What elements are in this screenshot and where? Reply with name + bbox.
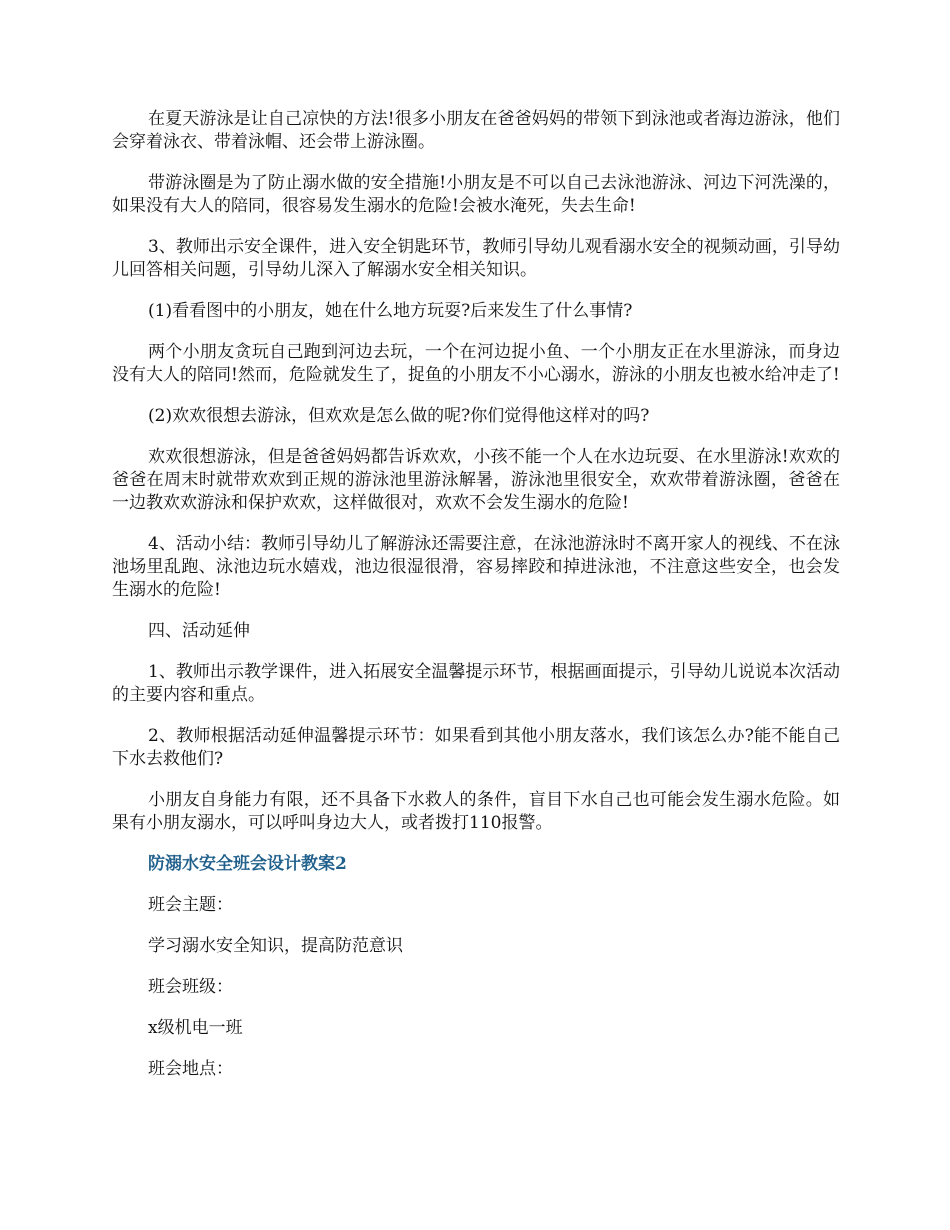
field-label: 班会地点： <box>148 1059 233 1079</box>
section-subheading: 四、活动延伸 <box>148 621 250 641</box>
paragraph: 带游泳圈是为了防止溺水做的安全措施!小朋友是不可以自己去泳池游泳、河边下河洗澡的，如果没有大人的陪同，很容易发生溺水的危险!会被水淹死，失去生命! <box>112 173 840 216</box>
paragraph: 两个小朋友贪玩自己跑到河边去玩，一个在河边捉小鱼、一个小朋友正在水里游泳，而身边没有大人的陪同!然而，危险就发生了，捉鱼的小朋友不小心溺水，游泳的小朋友也被水给冲走了! <box>112 342 840 385</box>
paragraph: 小朋友自身能力有限，还不具备下水救人的条件，盲目下水自己也可能会发生溺水危险。如果有小朋友溺水，可以呼叫身边大人，或者拨打110报警。 <box>112 790 840 833</box>
paragraph: 3、教师出示安全课件，进入安全钥匙环节，教师引导幼儿观看溺水安全的视频动画，引导幼儿回答相关问题，引导幼儿深入了解溺水安全相关知识。 <box>112 237 840 280</box>
paragraph: 在夏天游泳是让自己凉快的方法!很多小朋友在爸爸妈妈的带领下到泳池或者海边游泳，他们会穿着泳衣、带着泳帽、还会带上游泳圈。 <box>112 109 840 152</box>
field-value: x级机电一班 <box>148 1018 243 1038</box>
paragraph: (1)看看图中的小朋友，她在什么地方玩耍?后来发生了什么事情? <box>148 301 633 321</box>
field-value: 学习溺水安全知识，提高防范意识 <box>148 936 403 956</box>
field-label: 班会班级： <box>148 977 233 997</box>
paragraph: 2、教师根据活动延伸温馨提示环节：如果看到其他小朋友落水，我们该怎么办?能不能自己下水去救他们? <box>112 726 840 769</box>
document-body <box>112 108 840 1099</box>
paragraph: (2)欢欢很想去游泳，但欢欢是怎么做的呢?你们觉得他这样对的吗? <box>148 406 650 426</box>
field-label: 班会主题： <box>148 895 233 915</box>
paragraph: 4、活动小结：教师引导幼儿了解游泳还需要注意，在泳池游泳时不离开家人的视线、不在泳池场里乱跑、泳池边玩水嬉戏，池边很湿很滑，容易摔跤和掉进泳池，不注意这些安全，也会发生溺水的危险! <box>112 534 840 600</box>
paragraph: 1、教师出示教学课件，进入拓展安全温馨提示环节，根据画面提示，引导幼儿说说本次活动的主要内容和重点。 <box>112 662 840 705</box>
section-heading: 防溺水安全班会设计教案2 <box>148 854 347 874</box>
paragraph: 欢欢很想游泳，但是爸爸妈妈都告诉欢欢，小孩不能一个人在水边玩耍、在水里游泳!欢欢的爸爸在周末时就带欢欢到正规的游泳池里游泳解暑，游泳池里很安全，欢欢带着游泳圈，爸爸在一边教欢欢游泳和保护欢欢，这样做很对，欢欢不会发生溺水的危险! <box>112 447 840 513</box>
